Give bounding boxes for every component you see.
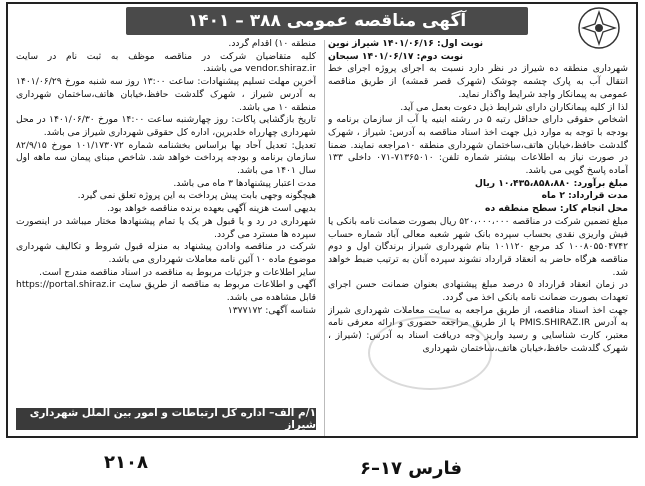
prepayment-clause: هیچگونه وجهی بابت پیش پرداخت به این پروژه تعلق نمی گیرد.: [77, 190, 316, 202]
intro-paragraph: شهرداری منطقه ده شیراز در نظر دارد نسبت به اجرای پروژه اجرای خط انتقال آب به پارک چشمه چوشک (شهرک قصر قمشه) از طریق مناقصه عمومی به پیمانکار واجد شرایط واگذار نماید.: [328, 63, 628, 100]
column-divider: [324, 40, 325, 436]
rejection-clause: شهرداری در رد و یا قبول هر یک یا تمام پیشنهادها مختار میباشد در اینصورت سپرده ها مسترد می گردد.: [16, 215, 316, 240]
invitation-line: لذا از کلیه پیمانکاران دارای شرایط ذیل دعوت بعمل می آید.: [400, 101, 628, 113]
performance-bond-paragraph: در زمان انعقاد قرارداد ۵ درصد مبلغ پیشنهادی بعنوان ضمانت حسن اجرای تعهدات بصورت ضمانت نامه بانکی اخذ می گردد.: [328, 279, 628, 304]
guarantee-paragraph: مبلغ تضمین شرکت در مناقصه ۵۲۰،۰۰۰،۰۰۰ ریال بصورت ضمانت نامه بانکی یا فیش واریزی نقدی بحساب سپرده بانک شهر شعبه معالی آباد شماره حساب ۱۰۰۸۰۵۵۰۴۷۴۲ کد مرجع ۱۰۱۱۲۰ بنام شهرداری شیراز برندگان اول و دوم مناقصه هرگاه حاضر به انعقاد قرارداد نشوند سپرده آنان به ترتیب ضبط خواهد شد.: [328, 215, 628, 278]
eligibility-paragraph: اشخاص حقوقی دارای حداقل رتبه ۵ در رشته ابنیه یا آب از سازمان برنامه و بودجه با توجه به موارد ذیل جهت اخذ اسناد مناقصه به آدرس: شیراز ، شهرک گلدشت حافظ،خیابان هاتف،ساختمان شهرداری منطقه ۱۰مراجعه نمایند. ضمنا در صورت نیاز به اطلاعات بیشتر شماره تلفن: ۷۱۳۶۵۰۱۰-۰۷۱ داخلی ۱۳۳ آماده پاسخ گویی می باشد.: [328, 114, 628, 177]
estimated-amount: مبلغ برآورد: ۱۰،۴۳۵،۸۵۸،۸۸۰ ریال: [474, 177, 628, 189]
advertisement-cost: بدیهی است هزینه آگهی بعهده برنده مناقصه خواهد بود.: [107, 203, 316, 215]
right-column: [328, 38, 628, 438]
page-number: ۲۱۰۸: [104, 452, 148, 473]
portal-link[interactable]: آگهی و اطلاعات مربوط به مناقصه از طریق سایت https://portal.shiraz.ir قابل مشاهده می باشد.: [16, 279, 316, 304]
page-label: فارس ۱۷–۶: [360, 458, 462, 479]
other-info: سایر اطلاعات و جزئیات مربوط به مناقصه در اسناد مناقصه مندرج است.: [39, 266, 316, 278]
second-publish-date: نوبت دوم: ۱۴۰۱/۰۶/۱۷ سبحان: [328, 50, 464, 62]
region-line: منطقه ۱۰) اقدام گردد.: [228, 38, 316, 49]
vendor-registration: کلیه متقاضیان شرکت در مناقصه موظف به ثبت نام در سایت vendor.shiraz.ir می باشند.: [16, 50, 316, 75]
document-retrieval-paragraph: جهت اخذ اسناد مناقصه، از طریق مراجعه به سایت معاملات شهرداری شیراز به آدرس PMIS.SHIRAZ.IR یا از طریق مراجعه حضوری و ارائه معرفی نامه معتبر، کارت شناسایی و رسید واریز وجه دریافت اسناد به آدرس: (شیراز ، شهرک گلدشت حافظ،خیابان هاتف،ساختمان شهرداری: [328, 304, 628, 354]
notice-id: شناسه آگهی: ۱۳۷۷۱۷۲: [227, 304, 316, 316]
contract-duration: مدت قرارداد: ۲ ماه: [541, 190, 628, 202]
first-publish-date: نوبت اول: ۱۴۰۱/۰۶/۱۶ شیراز نوین: [328, 38, 484, 49]
left-column: [16, 38, 316, 438]
opening-date: تاریخ بازگشایی پاکات: روز چهارشنبه ساعت ۱۴:۰۰ مورخ ۱۴۰۱/۰۶/۳۰ در محل شهرداری چهارراه خلدبرین، اداره کل حقوقی شهرداری شیراز می باشد.: [16, 114, 316, 138]
footer-bar: ۱/م الف– اداره کل ارتباطات و امور بین الملل شهرداری شیراز: [16, 408, 316, 430]
proposal-validity: مدت اعتبار پیشنهادها ۳ ماه می باشد.: [173, 177, 316, 189]
acceptance-clause: شرکت در مناقصه وادادن پیشنهاد به منزله قبول شروط و تکالیف شهرداری موضوع ماده ۱۰ آئین نامه معاملات شهرداری می باشد.: [16, 241, 316, 265]
work-location: محل انجام کار: سطح منطقه ده: [485, 203, 628, 215]
submission-deadline: آخرین مهلت تسلیم پیشنهادات: ساعت ۱۳:۰۰ روز سه شنبه مورخ ۱۴۰۱/۰۶/۲۹ به آدرس شیراز ، شهرک گلدشت حافظ،خیابان هاتف،ساختمان شهرداری منطقه ۱۰ می باشد.: [16, 76, 316, 113]
notice-title: آگهی مناقصه عمومی ۳۸۸ – ۱۴۰۱: [126, 7, 528, 35]
tender-notice: [6, 2, 638, 438]
adjustment-clause: تعدیل: تعدیل آحاد بها براساس بخشنامه شماره ۱۰۱/۱۷۳۰۷۲ مورخ ۸۲/۹/۱۵ سازمان برنامه و بودجه پرداخت خواهد شد. شاخص مبنای پیمان سه ماهه اول سال ۱۴۰۱ می باشد.: [16, 139, 316, 177]
